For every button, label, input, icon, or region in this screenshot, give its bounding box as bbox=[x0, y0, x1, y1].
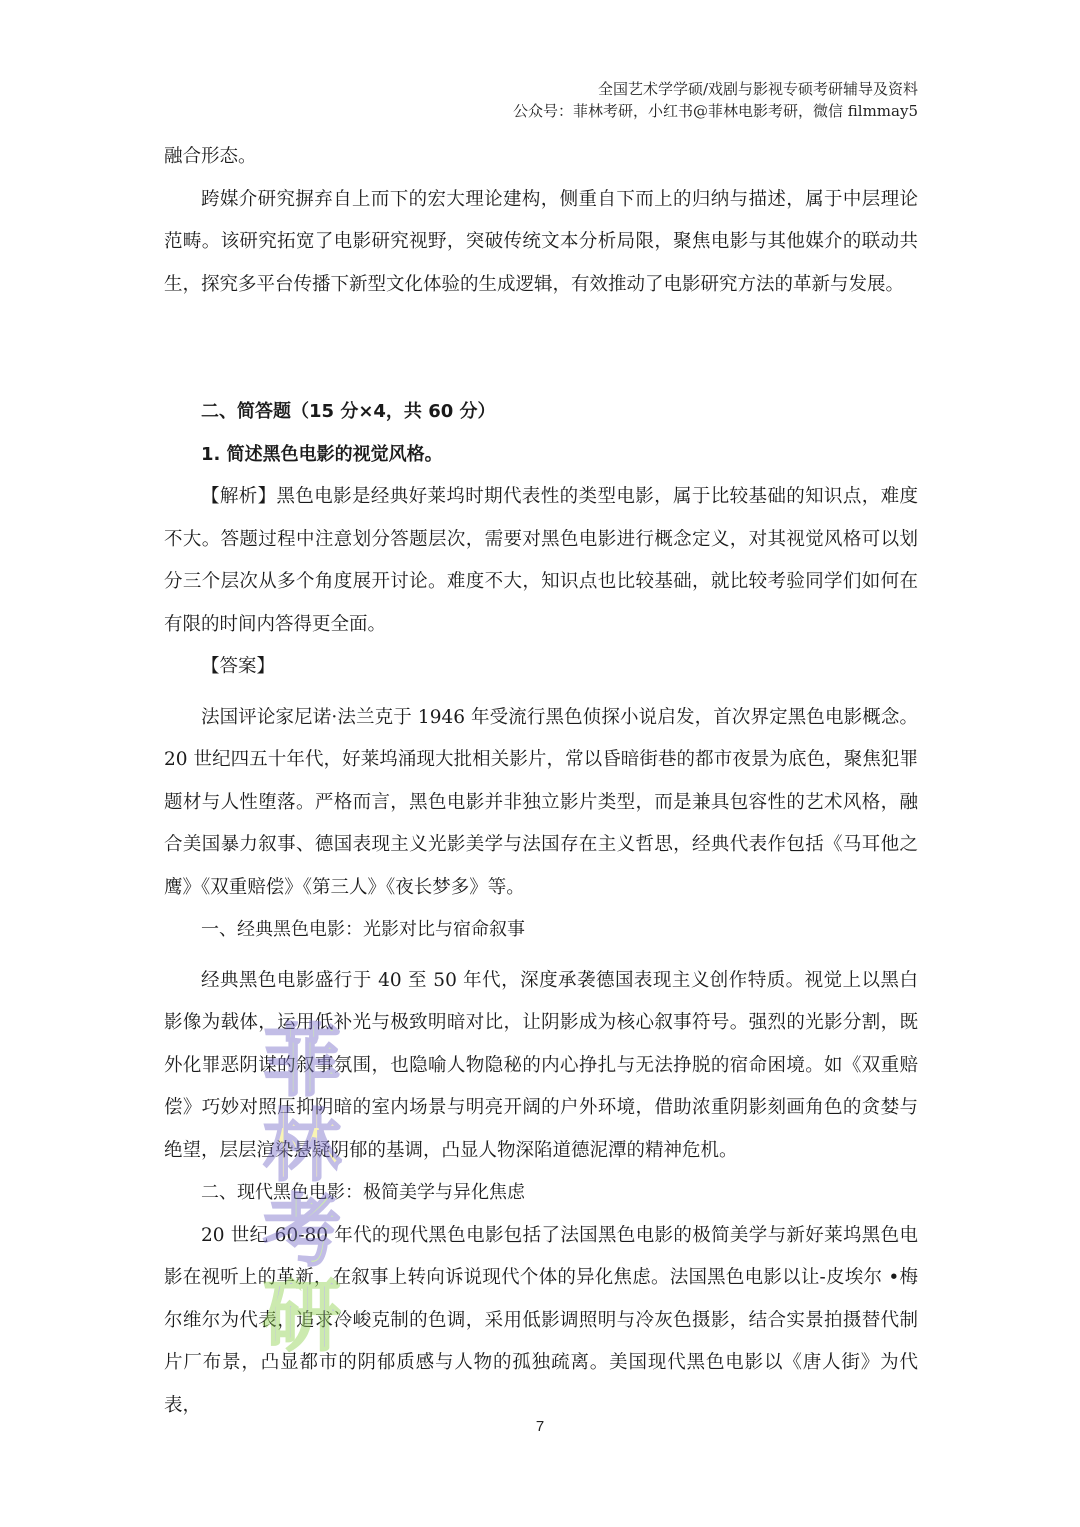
watermark-char: 林 bbox=[262, 1102, 342, 1192]
paragraph-continuation: 融合形态。 bbox=[164, 146, 257, 167]
watermark-char: 菲 bbox=[262, 1017, 342, 1107]
paragraph-cross-media: 跨媒介研究摒弃自上而下的宏大理论建构，侧重自下而上的归纳与描述，属于中层理论范畴。该研究拓宽了电影研究视野，突破传统文本分析局限，聚焦电影与其他媒介的联动共生，探究多平台传播下新型文化体验的生成逻辑，有效推动了电影研究方法的革新与发展。 bbox=[164, 188, 918, 295]
paragraph-classic-noir: 经典黑色电影盛行于 40 至 50 年代，深度承袭德国表现主义创作特质。视觉上以黑白影像为载体，运用低补光与极致明暗对比，让阴影成为核心叙事符号。强烈的光影分割，既外化罪恶阴谋的叙事氛围，也隐喻人物隐秘的内心挣扎与无法挣脱的宿命困境。如《双重赔偿》巧妙对照压抑阴暗的室内场景与明亮开阔的户外环境，借助浓重阴影刻画角色的贪婪与绝望，层层渲染悬疑阴郁的基调，凸显人物深陷道德泥潭的精神危机。 bbox=[164, 969, 918, 1161]
header-line-1: 全国艺术学学硕/戏剧与影视专硕考研辅导及资料 bbox=[597, 80, 918, 98]
analysis-paragraph: 【解析】黑色电影是经典好莱坞时期代表性的类型电影，属于比较基础的知识点，难度不大。答题过程中注意划分答题层次，需要对黑色电影进行概念定义，对其视觉风格可以划分三个层次从多个角度展开讨论。难度不大，知识点也比较基础，就比较考验同学们如何在有限的时间内答得更全面。 bbox=[164, 486, 918, 635]
subheading-modern-noir: 二、现代黑色电影：极简美学与异化焦虑 bbox=[201, 1182, 525, 1203]
answer-intro-paragraph: 法国评论家尼诺·法兰克于 1946 年受流行黑色侦探小说启发，首次界定黑色电影概念。20 世纪四五十年代，好莱坞涌现大批相关影片，常以昏暗街巷的都市夜景为底色，聚焦犯罪题材与人性堕落。严格而言，黑色电影并非独立影片类型，而是兼具包容性的艺术风格，融合美国暴力叙事、德国表现主义光影美学与法国存在主义哲思，经典代表作包括《马耳他之鹰》《双重赔偿》《第三人》《夜长梦多》等。 bbox=[164, 706, 918, 898]
page-header bbox=[513, 78, 918, 122]
paragraph-modern-noir: 20 世纪 60-80 年代的现代黑色电影包括了法国黑色电影的极简美学与新好莱坞黑色电影在视听上的革新，在叙事上转向诉说现代个体的异化焦虑。法国黑色电影以让-皮埃尔 •梅尔维尔为代表，追求冷峻克制的色调，采用低影调照明与冷灰色摄影，结合实景拍摄替代制片厂布景，凸显都市的阴郁质感与人物的孤独疏离。美国现代黑色电影以《唐人街》为代表， bbox=[164, 1224, 918, 1416]
page-number: 7 bbox=[535, 1418, 545, 1435]
answer-label: 【答案】 bbox=[201, 656, 276, 677]
question-title: 1. 简述黑色电影的视觉风格。 bbox=[201, 443, 443, 465]
watermark-char: 考 bbox=[262, 1187, 342, 1277]
subheading-classic-noir: 一、经典黑色电影：光影对比与宿命叙事 bbox=[201, 919, 525, 940]
section-title: 二、简答题（15 分×4，共 60 分） bbox=[201, 401, 496, 422]
watermark-char: 研 bbox=[262, 1272, 342, 1358]
header-line-2: 公众号：菲林考研，小红书@菲林电影考研，微信 filmmay5 bbox=[513, 102, 918, 120]
document-body bbox=[164, 136, 918, 1427]
